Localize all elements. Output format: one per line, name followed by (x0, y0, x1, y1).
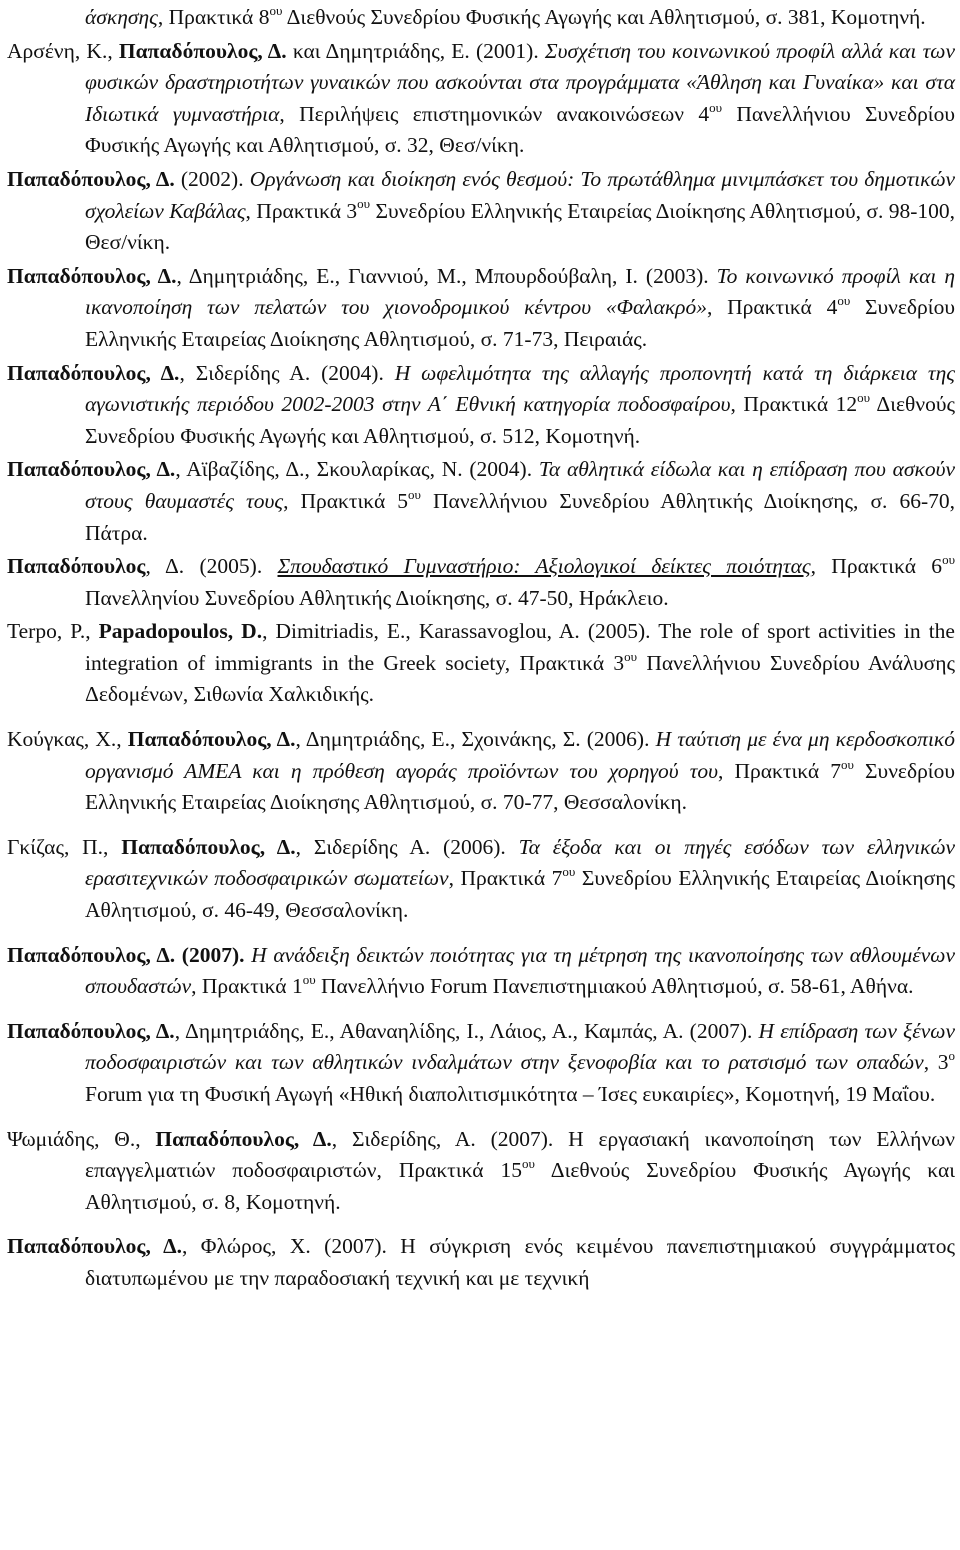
work-title: Η ταύτιση με ένα μη κερδοσκοπικό οργανισμό ΑΜΕΑ και η πρόθεση αγοράς προϊόντων του χορηγού του (85, 727, 955, 783)
reference-entry (7, 2, 955, 34)
reference-entry (7, 454, 955, 549)
reference-entry (7, 1231, 955, 1294)
author-name: Παπαδόπουλος, Δ. (7, 1018, 175, 1043)
reference-entry (7, 164, 955, 259)
reference-text: , Πρακτικά 3 (245, 198, 358, 223)
reference-text: Forum για τη Φυσική Αγωγή «Ηθική διαπολιτισμικότητα – Ίσες ευκαιρίες», Κομοτηνή, 19 Μαΐου. (85, 1082, 936, 1106)
reference-entry (7, 358, 955, 453)
reference-text: , Δημητριάδης, Ε., Αθαναηλίδης, Ι., Λάιος, Α., Καμπάς, Α. (2007). (174, 1018, 759, 1043)
reference-text: Κούγκας, Χ., (7, 727, 128, 752)
author-name: Papadopoulos, D. (98, 619, 263, 644)
reference-text: Αρσένη, Κ., (7, 38, 119, 63)
ordinal-suffix: ου (841, 756, 854, 772)
reference-text: Πανελλήνιο Forum Πανεπιστημιακού Αθλητισμού, σ. 58-61, Αθήνα. (315, 974, 914, 999)
reference-entry (7, 261, 955, 356)
author-name: Παπαδόπουλος (7, 554, 146, 579)
reference-text: , Πρακτικά 7 (448, 866, 563, 891)
reference-text: Πανελλήνιου Συνεδρίου Ανάλυσης Δεδομένων, Σιθωνία Χαλκιδικής. (85, 650, 955, 707)
author-name: Παπαδόπουλος, Δ. (7, 457, 176, 482)
reference-text: , Πρακτικά 1 (191, 974, 303, 999)
reference-text: , Αϊβαζίδης, Δ., Σκουλαρίκας, Ν. (2004). (175, 457, 539, 482)
work-title: Η επίδραση των ξένων ποδοσφαιριστών και των αθλητικών ινδαλμάτων στην ξενοφοβία και το ρατσισμό των οπαδών (85, 1018, 955, 1075)
reference-text: Συνεδρίου Ελληνικής Εταιρείας Διοίκησης Αθλητισμού, σ. 71-73, Πειραιάς. (85, 295, 955, 351)
ordinal-suffix: ου (624, 648, 638, 664)
author-name: Παπαδόπουλος, Δ. (127, 727, 296, 752)
reference-entry (7, 724, 955, 819)
reference-text: , Πρακτικά 4 (707, 295, 838, 320)
reference-text: Πανελληνίου Συνεδρίου Αθλητικής Διοίκησης, σ. 47-50, Ηράκλειο. (85, 585, 669, 610)
author-name: Παπαδόπουλος, Δ. (121, 834, 296, 859)
ordinal-suffix: ου (357, 196, 371, 212)
reference-text: Συνεδρίου Ελληνικής Εταιρείας Διοίκησης Αθλητισμού, σ. 98-100, Θεσ/νίκη. (85, 198, 955, 255)
reference-text: , 3 (923, 1050, 949, 1075)
author-name: Παπαδόπουλος, Δ. (7, 1234, 182, 1259)
reference-text: , Dimitriadis, E., Karassavoglou, A. (2005). The role of sport activities in the integration of immigrants in the Greek society, Πρακτικά 3 (85, 619, 955, 675)
reference-text: , Φλώρος, Χ. (2007). Η σύγκριση ενός κειμένου πανεπιστημιακού συγγράμματος διατυπωμένου με την παραδοσιακή τεχνική και με τεχνική (85, 1234, 955, 1290)
reference-text: Διεθνούς Συνεδρίου Φυσικής Αγωγής και Αθλητισμού, σ. 381, Κομοτηνή. (282, 5, 926, 29)
work-title: Η ωφελιμότητα της αλλαγής προπονητή κατά τη διάρκεια της αγωνιστικής περιόδου 2002-2003 στην Α΄ Εθνική κατηγορία ποδοσφαίρου (85, 360, 955, 417)
reference-text: , Πρακτικά 5 (283, 488, 409, 513)
reference-text: Συνεδρίου Ελληνικής Εταιρείας Διοίκησης Αθλητισμού, σ. 70-77, Θεσσαλονίκη. (85, 758, 955, 815)
author-name: Παπαδόπουλος, Δ. (7, 166, 175, 191)
reference-text: , Σιδερίδης Α. (2006). (295, 834, 519, 859)
reference-text: Πανελλήνιου Συνεδρίου Φυσικής Αγωγής και Αθλητισμού, σ. 32, Θεσ/νίκη. (85, 101, 955, 158)
ordinal-suffix: ου (522, 1156, 535, 1172)
reference-text: Διεθνούς Συνεδρίου Φυσικής Αγωγής και Αθλητισμού, σ. 512, Κομοτηνή. (85, 392, 955, 448)
reference-list (7, 0, 955, 1297)
reference-text: Γκίζας, Π., (7, 834, 122, 859)
reference-text: (2002). (174, 166, 250, 191)
reference-text: Διεθνούς Συνεδρίου Φυσικής Αγωγής και Αθλητισμού, σ. 8, Κομοτηνή. (85, 1158, 955, 1214)
reference-text: , Σιδερίδης, Α. (2007). Η εργασιακή ικανοποίηση των Ελλήνων επαγγελματιών ποδοσφαιριστών, Πρακτικά 15 (85, 1126, 955, 1183)
reference-text: , Σιδερίδης Α. (2004). (179, 360, 395, 385)
ordinal-suffix: ου (269, 2, 283, 18)
reference-text: , Πρακτικά 6 (810, 554, 943, 579)
reference-text: , Πρακτικά 7 (718, 758, 842, 783)
ordinal-suffix: ου (408, 486, 421, 502)
reference-text: και Δημητριάδης, Ε. (2001). (286, 38, 545, 63)
reference-entry (7, 832, 955, 927)
ordinal-suffix: ου (562, 864, 576, 880)
ordinal-suffix: ου (837, 293, 851, 309)
author-name: Παπαδόπουλος, Δ. (7, 263, 177, 288)
reference-entry (7, 36, 955, 162)
reference-text: , Δ. (2005). (145, 554, 278, 579)
reference-text: , Πρακτικά 8 (157, 5, 270, 29)
reference-entry (7, 940, 955, 1003)
reference-text: , Πρακτικά 12 (730, 392, 858, 417)
work-title: Το κοινωνικό προφίλ και η ικανοποίηση των πελατών του χιονοδρομικού κέντρου «Φαλακρό» (85, 263, 955, 320)
ordinal-suffix: ο (948, 1048, 956, 1064)
reference-text: Ψωμιάδης, Θ., (7, 1126, 156, 1151)
reference-entry (7, 616, 955, 711)
ordinal-suffix: ου (709, 99, 723, 115)
work-title: Τα έξοδα και οι πηγές εσόδων των ελληνικών ερασιτεχνικών ποδοσφαιρικών σωματείων (85, 834, 955, 891)
reference-entry (7, 1016, 955, 1111)
reference-entry (7, 551, 955, 614)
author-name: Παπαδόπουλος, Δ. (7, 360, 180, 385)
ordinal-suffix: ου (942, 551, 955, 567)
reference-text: Terpo, P., (7, 619, 99, 644)
work-title: Συσχέτιση του κοινωνικού προφίλ αλλά και των φυσικών δραστηριοτήτων γυναικών που ασκούνται στα προγράμματα «Άθληση και Γυναίκα» και στα Ιδιωτικά γυμναστήρια (85, 38, 955, 126)
reference-text: , Δημητριάδης, Ε., Σχοινάκης, Σ. (2006). (295, 727, 656, 752)
author-name: Παπαδόπουλος, Δ. (2007). (7, 942, 245, 967)
author-name: Παπαδόπουλος, Δ. (155, 1126, 332, 1151)
ordinal-suffix: ου (857, 389, 871, 405)
work-title: Οργάνωση και διοίκηση ενός θεσμού: Το πρωτάθλημα μινιμπάσκετ του δημοτικών σχολείων Καβάλας (85, 166, 955, 223)
work-title: Η ανάδειξη δεικτών ποιότητας για τη μέτρηση της ικανοποίησης των αθλουμένων σπουδαστών (85, 942, 956, 999)
reference-text: , Περιλήψεις επιστημονικών ανακοινώσεων 4 (279, 101, 710, 126)
work-title: Σπουδαστικό Γυμναστήριο: Αξιολογικοί δείκτες ποιότητας (277, 554, 811, 579)
reference-text: Πανελλήνιου Συνεδρίου Αθλητικής Διοίκησης, σ. 66-70, Πάτρα. (85, 488, 955, 545)
ordinal-suffix: ου (302, 972, 316, 988)
work-title: άσκησης (85, 5, 158, 29)
work-title: Τα αθλητικά είδωλα και η επίδραση που ασκούν στους θαυμαστές τους (85, 457, 955, 513)
reference-entry (7, 1124, 955, 1219)
reference-text: Συνεδρίου Ελληνικής Εταιρείας Διοίκησης Αθλητισμού, σ. 46-49, Θεσσαλονίκη. (85, 866, 955, 923)
author-name: Παπαδόπουλος, Δ. (118, 38, 287, 63)
reference-text: , Δημητριάδης, Ε., Γιαννιού, Μ., Μπουρδούβαλη, Ι. (2003). (176, 263, 717, 288)
